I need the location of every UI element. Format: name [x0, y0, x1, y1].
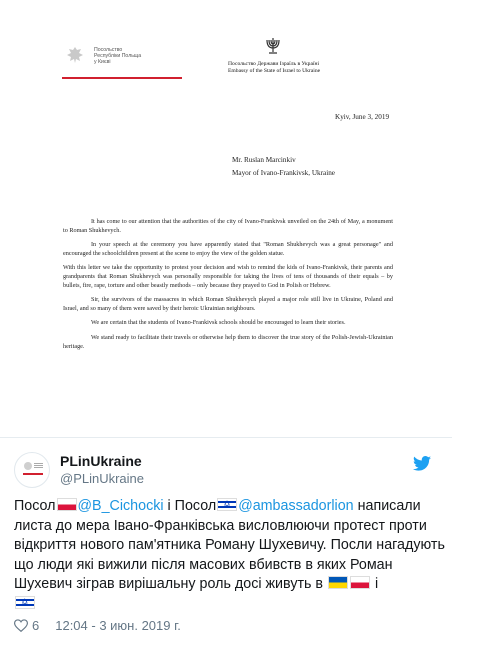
- author-handle[interactable]: @PLinUkraine: [60, 471, 145, 486]
- recipient-name: Mr. Ruslan Marcinkiv: [232, 156, 296, 164]
- mention-link[interactable]: @ambassadorlion: [238, 498, 354, 514]
- avatar-emblem-icon: [24, 462, 32, 470]
- tweet-timestamp[interactable]: 12:04 - 3 июн. 2019 г.: [55, 618, 181, 633]
- polish-header-divider: [62, 77, 182, 79]
- polish-embassy-line: у Києві: [94, 59, 111, 65]
- recipient-title: Mayor of Ivano-Frankivsk, Ukraine: [232, 169, 335, 177]
- avatar-red-bar: [23, 473, 43, 475]
- israel-flag-icon: [15, 596, 35, 609]
- tweet-meta: [14, 618, 181, 633]
- letter-body: [63, 218, 393, 357]
- letter-paragraph: In your speech at the ceremony you have apparently stated that "Roman Shukhevych was a great personage" and encouraged the schoolchildren present at the scene to enjoy the view of the golden statue.: [63, 241, 393, 257]
- right-gutter: [452, 0, 477, 438]
- tweet-text-segment: і: [371, 576, 379, 592]
- israel-embassy-header: [228, 61, 320, 75]
- letter-paragraph: It has come to our attention that the authorities of the city of Ivano-Frankivsk unveiled on the 24th of May, a monument to Roman Shukhevych.: [63, 218, 393, 234]
- tweet-text-segment: написали листа до мера Івано-Франківська висловлюючи протест проти відкриття нового пам'ятника Роману Шухевичу. Посли нагадують що люди які вижили після масових вбивств в яких Роман Шухевич зіграв вирішальну роль досі живуть в: [14, 498, 445, 592]
- letter-date: Kyiv, June 3, 2019: [335, 113, 390, 121]
- polish-embassy-header: [94, 47, 141, 65]
- avatar[interactable]: [14, 452, 50, 488]
- twitter-bird-icon[interactable]: [413, 456, 431, 471]
- avatar-text-lines: [34, 463, 43, 464]
- ukraine-flag-icon: [328, 576, 348, 589]
- israel-embassy-line: Embassy of the State of Israel to Ukraine: [228, 68, 321, 74]
- letter-paragraph: We are certain that the students of Ivano-Frankivsk schools should be encouraged to learn their stories.: [91, 319, 346, 327]
- polish-eagle-emblem-icon: [64, 44, 86, 66]
- tweet-text: [14, 497, 454, 614]
- mention-link[interactable]: @B_Cichocki: [77, 498, 164, 514]
- tweet: [0, 438, 477, 647]
- author-name[interactable]: PLinUkraine: [60, 453, 142, 469]
- polish-embassy-line: Республіки Польща: [94, 53, 142, 59]
- tweet-text-segment: і Посол: [163, 498, 217, 514]
- poland-flag-icon: [57, 498, 77, 511]
- letter-paragraph: Sir, the survivors of the massacres in which Roman Shukhevych played a major role still live in Ukraine, Poland and Israel, and so many of them were saved by their heroic Ukrainian neighbours.: [63, 296, 393, 312]
- letter-recipient: [232, 154, 335, 180]
- letter-paragraph: We stand ready to facilitate their travels or otherwise help them to discover the true story of the Polish-Jewish-Ukrainian heritage.: [63, 333, 393, 350]
- heart-icon[interactable]: [14, 619, 28, 632]
- letter-paragraph: With this letter we take the opportunity to protest your decision and wish to remind the kids of Ivano-Frankivsk, their parents and grandparents that Roman Shukhevych was personally responsible for taking the lives of tens of thousands of their equals – by bullets, fire, rape, torture and other beastly methods – only because they prayed to God in Polish or Hebrew.: [63, 264, 393, 289]
- tweet-text-segment: Посол: [14, 498, 56, 514]
- israel-embassy-line: Посольство Держави Ізраїль в Україні: [228, 61, 320, 67]
- poland-flag-icon: [350, 576, 370, 589]
- israel-flag-icon: [217, 498, 237, 511]
- israel-menorah-emblem-icon: [265, 36, 281, 56]
- like-count[interactable]: 6: [32, 618, 40, 633]
- polish-embassy-line: Посольство: [94, 47, 123, 53]
